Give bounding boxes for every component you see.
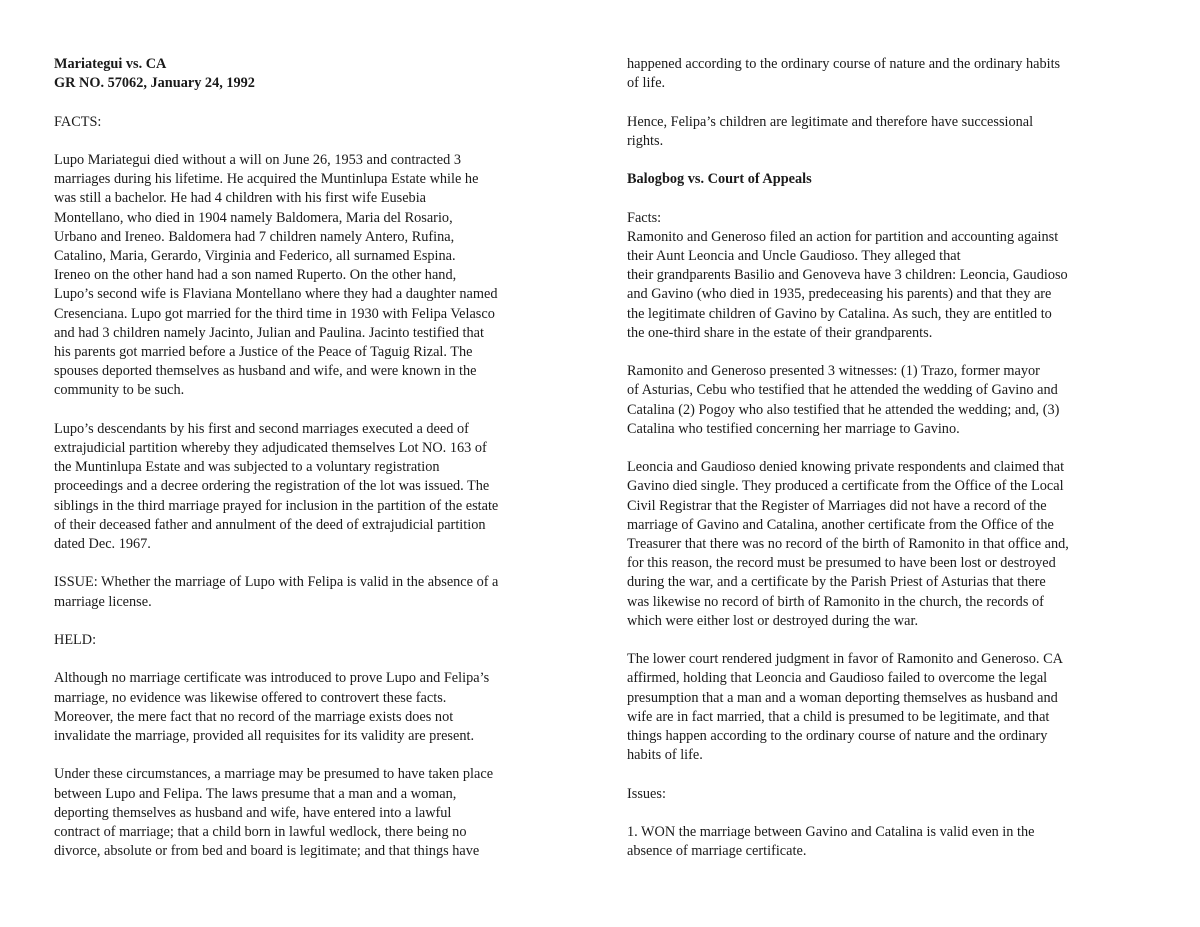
text-line: their Aunt Leoncia and Uncle Gaudioso. They alleged that bbox=[627, 247, 961, 264]
paragraph-spacer bbox=[627, 93, 1152, 112]
text-line: between Lupo and Felipa. The laws presume that a man and a woman, bbox=[54, 785, 457, 802]
text-line: Lupo Mariategui died without a will on June 26, 1953 and contracted 3 bbox=[54, 151, 461, 168]
text-line: marriage, no evidence was likewise offered to controvert these facts. bbox=[54, 689, 447, 706]
text-line: Gavino died single. They produced a certificate from the Office of the Local bbox=[627, 478, 1064, 495]
text-line: during the war, and a certificate by the Parish Priest of Asturias that there bbox=[627, 574, 1046, 591]
text-line: and Gavino (who died in 1935, predeceasing his parents) and that they are bbox=[627, 286, 1052, 303]
text-line: of life. bbox=[627, 75, 666, 92]
paragraph-spacer bbox=[627, 343, 1152, 362]
text-line: proceedings and a decree ordering the registration of the lot was issued. The bbox=[54, 478, 490, 495]
text-line: Lupo’s descendants by his first and second marriages executed a deed of bbox=[54, 420, 469, 437]
text-line: FACTS: bbox=[54, 113, 102, 130]
heading-line: Balogbog vs. Court of Appeals bbox=[627, 171, 812, 188]
text-line: Catalina who testified concerning her marriage to Gavino. bbox=[627, 420, 960, 437]
text-line: the Muntinlupa Estate and was subjected to a voluntary registration bbox=[54, 459, 440, 476]
text-line: Urbano and Ireneo. Baldomera had 7 children namely Antero, Rufina, bbox=[54, 228, 455, 245]
text-line: spouses deported themselves as husband and wife, and were known in the bbox=[54, 363, 477, 380]
text-line: Ireneo on the other hand had a son named Ruperto. On the other hand, bbox=[54, 267, 457, 284]
text-line: Although no marriage certificate was introduced to prove Lupo and Felipa’s bbox=[54, 670, 490, 687]
text-line: Facts: bbox=[627, 209, 662, 226]
text-line: Catalina (2) Pogoy who also testified that he attended the wedding; and, (3) bbox=[627, 401, 1060, 418]
text-line: Cresenciana. Lupo got married for the third time in 1930 with Felipa Velasco bbox=[54, 305, 495, 322]
text-line: contract of marriage; that a child born in lawful wedlock, there being no bbox=[54, 824, 467, 841]
text-line: for this reason, the record must be presumed to have been lost or destroyed bbox=[627, 555, 1056, 572]
text-line: deporting themselves as husband and wife, have entered into a lawful bbox=[54, 804, 452, 821]
paragraph-spacer bbox=[627, 804, 1152, 823]
text-line: Treasurer that there was no record of the birth of Ramonito in that office and, bbox=[627, 536, 1069, 552]
paragraph-spacer bbox=[54, 554, 582, 573]
text-line: the legitimate children of Gavino by Catalina. As such, they are entitled to bbox=[627, 305, 1052, 322]
text-line: Montellano, who died in 1904 namely Baldomera, Maria del Rosario, bbox=[54, 209, 453, 226]
text-line: HELD: bbox=[54, 632, 97, 649]
text-line: Civil Registrar that the Register of Marriages did not have a record of the bbox=[627, 497, 1047, 514]
paragraph-spacer bbox=[627, 189, 1152, 208]
text-line: extrajudicial partition whereby they adjudicated themselves Lot NO. 163 of bbox=[54, 440, 487, 457]
text-line: marriages during his lifetime. He acquired the Muntinlupa Estate while he bbox=[54, 171, 479, 188]
text-line: marriage license. bbox=[54, 593, 152, 610]
paragraph-spacer bbox=[54, 401, 582, 420]
text-line: things happen according to the ordinary course of nature and the ordinary bbox=[627, 728, 1048, 745]
paragraph-spacer bbox=[627, 765, 1152, 784]
text-line: 1. WON the marriage between Gavino and Catalina is valid even in the bbox=[627, 824, 1035, 840]
paragraph-spacer bbox=[54, 93, 582, 112]
text-line: happened according to the ordinary course of nature and the ordinary habits bbox=[627, 56, 1061, 72]
text-line: ISSUE: Whether the marriage of Lupo with Felipa is valid in the absence of a bbox=[54, 574, 499, 591]
text-line: the one-third share in the estate of their grandparents. bbox=[627, 324, 933, 341]
text-line: was still a bachelor. He had 4 children with his first wife Eusebia bbox=[54, 190, 427, 207]
paragraph-spacer bbox=[627, 631, 1152, 650]
text-line: marriage of Gavino and Catalina, another certificate from the Office of the bbox=[627, 516, 1054, 533]
text-line: Ramonito and Generoso filed an action for partition and accounting against bbox=[627, 228, 1059, 245]
text-line: his parents got married before a Justice of the Peace of Taguig Rizal. The bbox=[54, 344, 473, 361]
text-line: which were either lost or destroyed during the war. bbox=[627, 612, 919, 629]
right-column bbox=[627, 55, 1152, 861]
text-line: rights. bbox=[627, 132, 664, 149]
text-line: Issues: bbox=[627, 785, 666, 802]
paragraph-spacer bbox=[627, 439, 1152, 458]
left-column bbox=[54, 55, 582, 861]
text-line: Ramonito and Generoso presented 3 witnesses: (1) Trazo, former mayor bbox=[627, 363, 1040, 380]
text-line: Hence, Felipa’s children are legitimate and therefore have successional bbox=[627, 113, 1034, 130]
text-line: Leoncia and Gaudioso denied knowing private respondents and claimed that bbox=[627, 459, 1065, 476]
text-line: community to be such. bbox=[54, 382, 185, 399]
text-line: was likewise no record of birth of Ramonito in the church, the records of bbox=[627, 593, 1044, 610]
text-line: The lower court rendered judgment in favor of Ramonito and Generoso. CA bbox=[627, 651, 1063, 668]
text-line: presumption that a man and a woman deporting themselves as husband and bbox=[627, 689, 1058, 706]
text-line: of Asturias, Cebu who testified that he attended the wedding of Gavino and bbox=[627, 382, 1058, 399]
text-line: absence of marriage certificate. bbox=[627, 843, 807, 860]
text-line: Moreover, the mere fact that no record of the marriage exists does not bbox=[54, 708, 454, 725]
text-line: wife are in fact married, that a child is presumed to be legitimate, and that bbox=[627, 708, 1050, 725]
text-line: siblings in the third marriage prayed for inclusion in the partition of the estate bbox=[54, 497, 499, 514]
text-line: divorce, absolute or from bed and board is legitimate; and that things have bbox=[54, 843, 480, 860]
text-line: and had 3 children namely Jacinto, Julian and Paulina. Jacinto testified that bbox=[54, 324, 484, 341]
heading-line: Mariategui vs. CA bbox=[54, 56, 167, 72]
text-line: Catalino, Maria, Gerardo, Virginia and Federico, all surnamed Espina. bbox=[54, 248, 456, 264]
text-line: invalidate the marriage, provided all requisites for its validity are present. bbox=[54, 728, 475, 745]
heading-line: GR NO. 57062, January 24, 1992 bbox=[54, 75, 255, 92]
paragraph-spacer bbox=[627, 151, 1152, 170]
text-line: affirmed, holding that Leoncia and Gaudioso failed to overcome the legal bbox=[627, 670, 1048, 687]
paragraph-spacer bbox=[54, 612, 582, 631]
text-line: Lupo’s second wife is Flaviana Montellano where they had a daughter named bbox=[54, 286, 498, 303]
text-line: of their deceased father and annulment of the deed of extrajudicial partition bbox=[54, 516, 486, 533]
text-line: habits of life. bbox=[627, 747, 703, 764]
text-line: their grandparents Basilio and Genoveva have 3 children: Leoncia, Gaudioso bbox=[627, 267, 1068, 284]
text-line: Under these circumstances, a marriage may be presumed to have taken place bbox=[54, 766, 494, 783]
paragraph-spacer bbox=[54, 650, 582, 669]
text-line: dated Dec. 1967. bbox=[54, 536, 151, 553]
paragraph-spacer bbox=[54, 746, 582, 765]
paragraph-spacer bbox=[54, 132, 582, 151]
